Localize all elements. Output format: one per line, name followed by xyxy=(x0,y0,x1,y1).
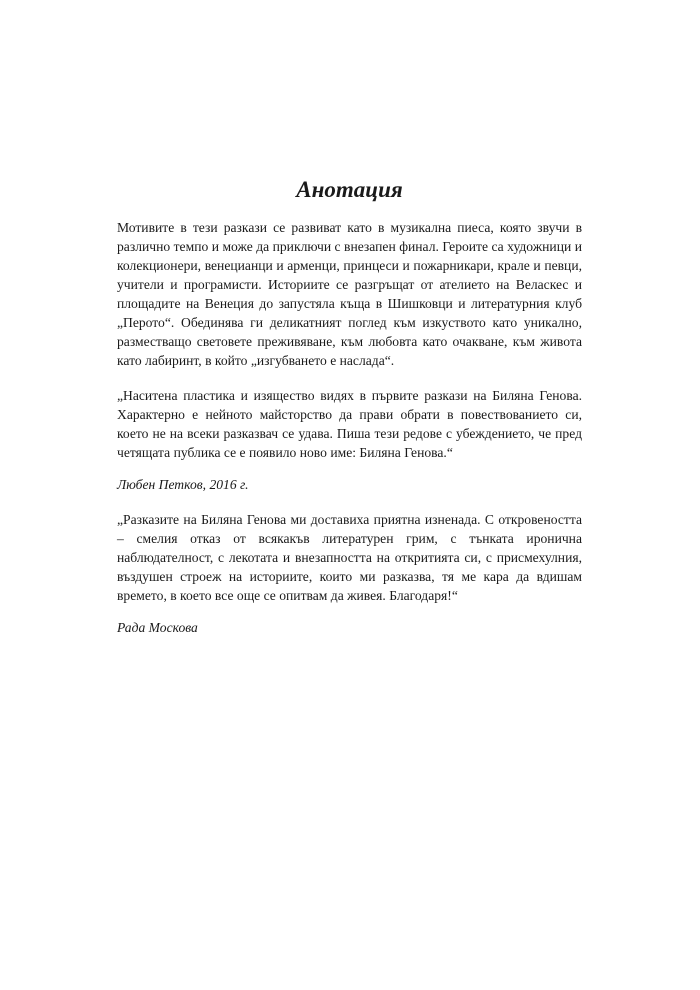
quote-author: Рада Москова xyxy=(117,620,198,635)
intro-paragraph: Мотивите в тези разкази се развиват като в музикална пиеса, която звучи в различно темпо и може да приключи с внезапен финал. Героите са художници и колекционери, венецианци и арменци, принцеси и пожарникари, крале и певци, учители и програмисти. Историите се разгръщат от ателието на Веласкес и площадите на Венеция до запустяла къща в Шишковци и литературния клуб „Перото“. Обединява ги деликатният поглед към изкуството като уникално, разместващо световете преживяване, към любовта като очакване, към живота като лабиринт, в който „изгубването е наслада“. xyxy=(117,220,582,368)
page-title: Анотация xyxy=(296,177,403,202)
quote-paragraph: „Разказите на Биляна Генова ми доставиха приятна изненада. С откровеността – смелия отказ от всякакъв литературен грим, с тънката иронична наблюдателност, с лекотата и внезапността на откритията си, с присмехулния, въздушен строеж на историите, които ми разказва, тя ме кара да вдишам времето, в което все още се опитвам да живея. Благодаря!“ xyxy=(117,512,582,603)
quote-author: Любен Петков, 2016 г. xyxy=(117,477,249,492)
annotation-section xyxy=(117,176,582,637)
quote-paragraph: „Наситена пластика и изящество видях в първите разкази на Биляна Генова. Характерно е нейното майсторство да прави обрати в повествованието си, което не на всеки разказвач се удава. Пиша тези редове с убеждението, че пред четящата публика се е появило ново име: Биляна Генова.“ xyxy=(117,388,582,460)
